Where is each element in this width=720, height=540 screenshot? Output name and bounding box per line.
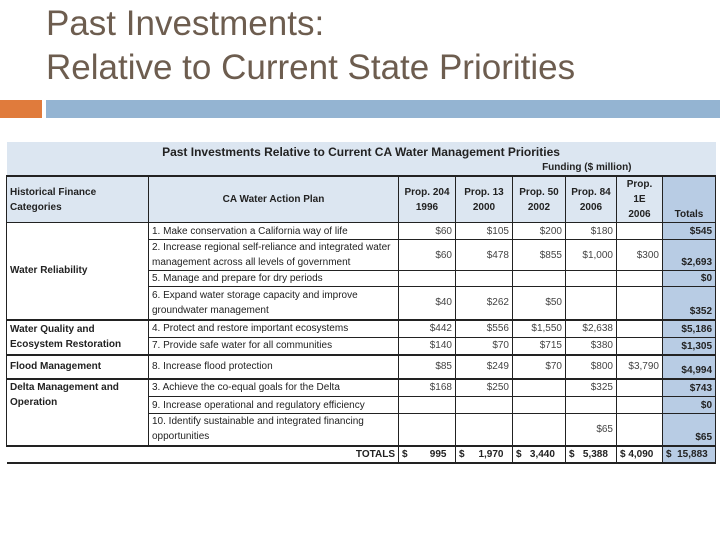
- value-cell: [617, 414, 663, 446]
- accent-bar-blue: [46, 100, 720, 118]
- row-total-cell: $1,305: [663, 338, 716, 355]
- value-cell: $200: [513, 223, 566, 240]
- value-cell: $855: [513, 240, 566, 271]
- value-cell: [617, 223, 663, 240]
- value-cell: [513, 379, 566, 397]
- value-cell: [513, 397, 566, 414]
- value-cell: $105: [456, 223, 513, 240]
- table-subtitle: Funding ($ million): [542, 161, 632, 173]
- table-row: [7, 355, 716, 379]
- value-cell: [617, 271, 663, 287]
- value-cell: $300: [617, 240, 663, 271]
- header-prop: [513, 176, 566, 223]
- plan-cell: 4. Protect and restore important ecosystems: [149, 320, 399, 338]
- totals-label: TOTALS: [7, 446, 399, 463]
- value-cell: [399, 397, 456, 414]
- value-cell: [617, 379, 663, 397]
- value-cell: $2,638: [566, 320, 617, 338]
- plan-cell: 9. Increase operational and regulatory efficiency: [149, 397, 399, 414]
- value-cell: [456, 414, 513, 446]
- plan-cell: 2. Increase regional self-reliance and integrated water management across all levels of government: [149, 240, 399, 271]
- investments-table: [6, 142, 716, 464]
- value-cell: [456, 397, 513, 414]
- value-cell: $1,000: [566, 240, 617, 271]
- value-cell: [617, 397, 663, 414]
- row-total-cell: $2,693: [663, 240, 716, 271]
- value-cell: [399, 414, 456, 446]
- value-cell: $60: [399, 223, 456, 240]
- value-cell: [617, 338, 663, 355]
- value-cell: $556: [456, 320, 513, 338]
- row-total-cell: $0: [663, 397, 716, 414]
- value-cell: $800: [566, 355, 617, 379]
- value-cell: $70: [456, 338, 513, 355]
- value-cell: $1,550: [513, 320, 566, 338]
- prop-name: Prop. 204: [404, 186, 450, 198]
- prop-name: Prop. 1E: [626, 179, 653, 205]
- prop-year: 2000: [472, 201, 496, 213]
- row-total-cell: $743: [663, 379, 716, 397]
- category-cell: Water Reliability: [7, 223, 149, 320]
- category-cell: Delta Management and Operation: [7, 379, 149, 446]
- column-total-cell: $ 4,090: [617, 446, 663, 463]
- value-cell: $3,790: [617, 355, 663, 379]
- row-total-cell: $4,994: [663, 355, 716, 379]
- value-cell: [566, 287, 617, 320]
- value-cell: [566, 397, 617, 414]
- table-row: [7, 320, 716, 338]
- column-total-cell: $ 3,440: [513, 446, 566, 463]
- header-prop: [566, 176, 617, 223]
- value-cell: [513, 414, 566, 446]
- row-total-cell: $0: [663, 271, 716, 287]
- value-cell: $478: [456, 240, 513, 271]
- value-cell: $50: [513, 287, 566, 320]
- value-cell: $60: [399, 240, 456, 271]
- plan-cell: 8. Increase flood protection: [149, 355, 399, 379]
- plan-cell: 3. Achieve the co-equal goals for the Delta: [149, 379, 399, 397]
- prop-year: 1996: [415, 201, 439, 213]
- header-category: Historical Finance Categories: [7, 176, 149, 223]
- value-cell: $85: [399, 355, 456, 379]
- header-totals: Totals: [663, 176, 716, 223]
- category-cell: Water Quality and Ecosystem Restoration: [7, 320, 149, 355]
- value-cell: $262: [456, 287, 513, 320]
- column-total-cell: $ 995: [399, 446, 456, 463]
- value-cell: $249: [456, 355, 513, 379]
- value-cell: $168: [399, 379, 456, 397]
- value-cell: [399, 271, 456, 287]
- prop-name: Prop. 50: [519, 186, 559, 198]
- value-cell: [617, 287, 663, 320]
- value-cell: $250: [456, 379, 513, 397]
- slide-title: [46, 2, 575, 90]
- prop-year: 2002: [527, 201, 551, 213]
- header-prop: [617, 176, 663, 223]
- value-cell: [456, 271, 513, 287]
- row-total-cell: $545: [663, 223, 716, 240]
- totals-row: [7, 446, 716, 463]
- category-cell: Flood Management: [7, 355, 149, 379]
- table-row: [7, 223, 716, 240]
- value-cell: [566, 271, 617, 287]
- value-cell: $715: [513, 338, 566, 355]
- value-cell: $70: [513, 355, 566, 379]
- plan-cell: 7. Provide safe water for all communities: [149, 338, 399, 355]
- row-total-cell: $352: [663, 287, 716, 320]
- prop-name: Prop. 13: [464, 186, 504, 198]
- value-cell: [513, 271, 566, 287]
- row-total-cell: $65: [663, 414, 716, 446]
- investments-table-image: [6, 142, 715, 464]
- header-plan: CA Water Action Plan: [149, 176, 399, 223]
- row-total-cell: $5,186: [663, 320, 716, 338]
- header-prop: [456, 176, 513, 223]
- plan-cell: 10. Identify sustainable and integrated financing opportunities: [149, 414, 399, 446]
- value-cell: $180: [566, 223, 617, 240]
- plan-cell: 5. Manage and prepare for dry periods: [149, 271, 399, 287]
- value-cell: $325: [566, 379, 617, 397]
- value-cell: $65: [566, 414, 617, 446]
- value-cell: [617, 320, 663, 338]
- value-cell: $380: [566, 338, 617, 355]
- value-cell: $442: [399, 320, 456, 338]
- table-title: Past Investments Relative to Current CA Water Management Priorities: [162, 144, 560, 159]
- title-line-1: Past Investments:: [46, 4, 325, 43]
- prop-year: 2006: [579, 201, 603, 213]
- accent-bar-orange: [0, 100, 42, 118]
- plan-cell: 6. Expand water storage capacity and improve groundwater management: [149, 287, 399, 320]
- table-row: [7, 379, 716, 397]
- plan-cell: 1. Make conservation a California way of life: [149, 223, 399, 240]
- prop-year: 2006: [628, 209, 651, 220]
- column-total-cell: $ 5,388: [566, 446, 617, 463]
- prop-name: Prop. 84: [571, 186, 611, 198]
- column-total-cell: $ 1,970: [456, 446, 513, 463]
- title-line-2: Relative to Current State Priorities: [46, 48, 576, 87]
- grand-total-cell: $ 15,883: [663, 446, 716, 463]
- value-cell: $140: [399, 338, 456, 355]
- header-prop: [399, 176, 456, 223]
- value-cell: $40: [399, 287, 456, 320]
